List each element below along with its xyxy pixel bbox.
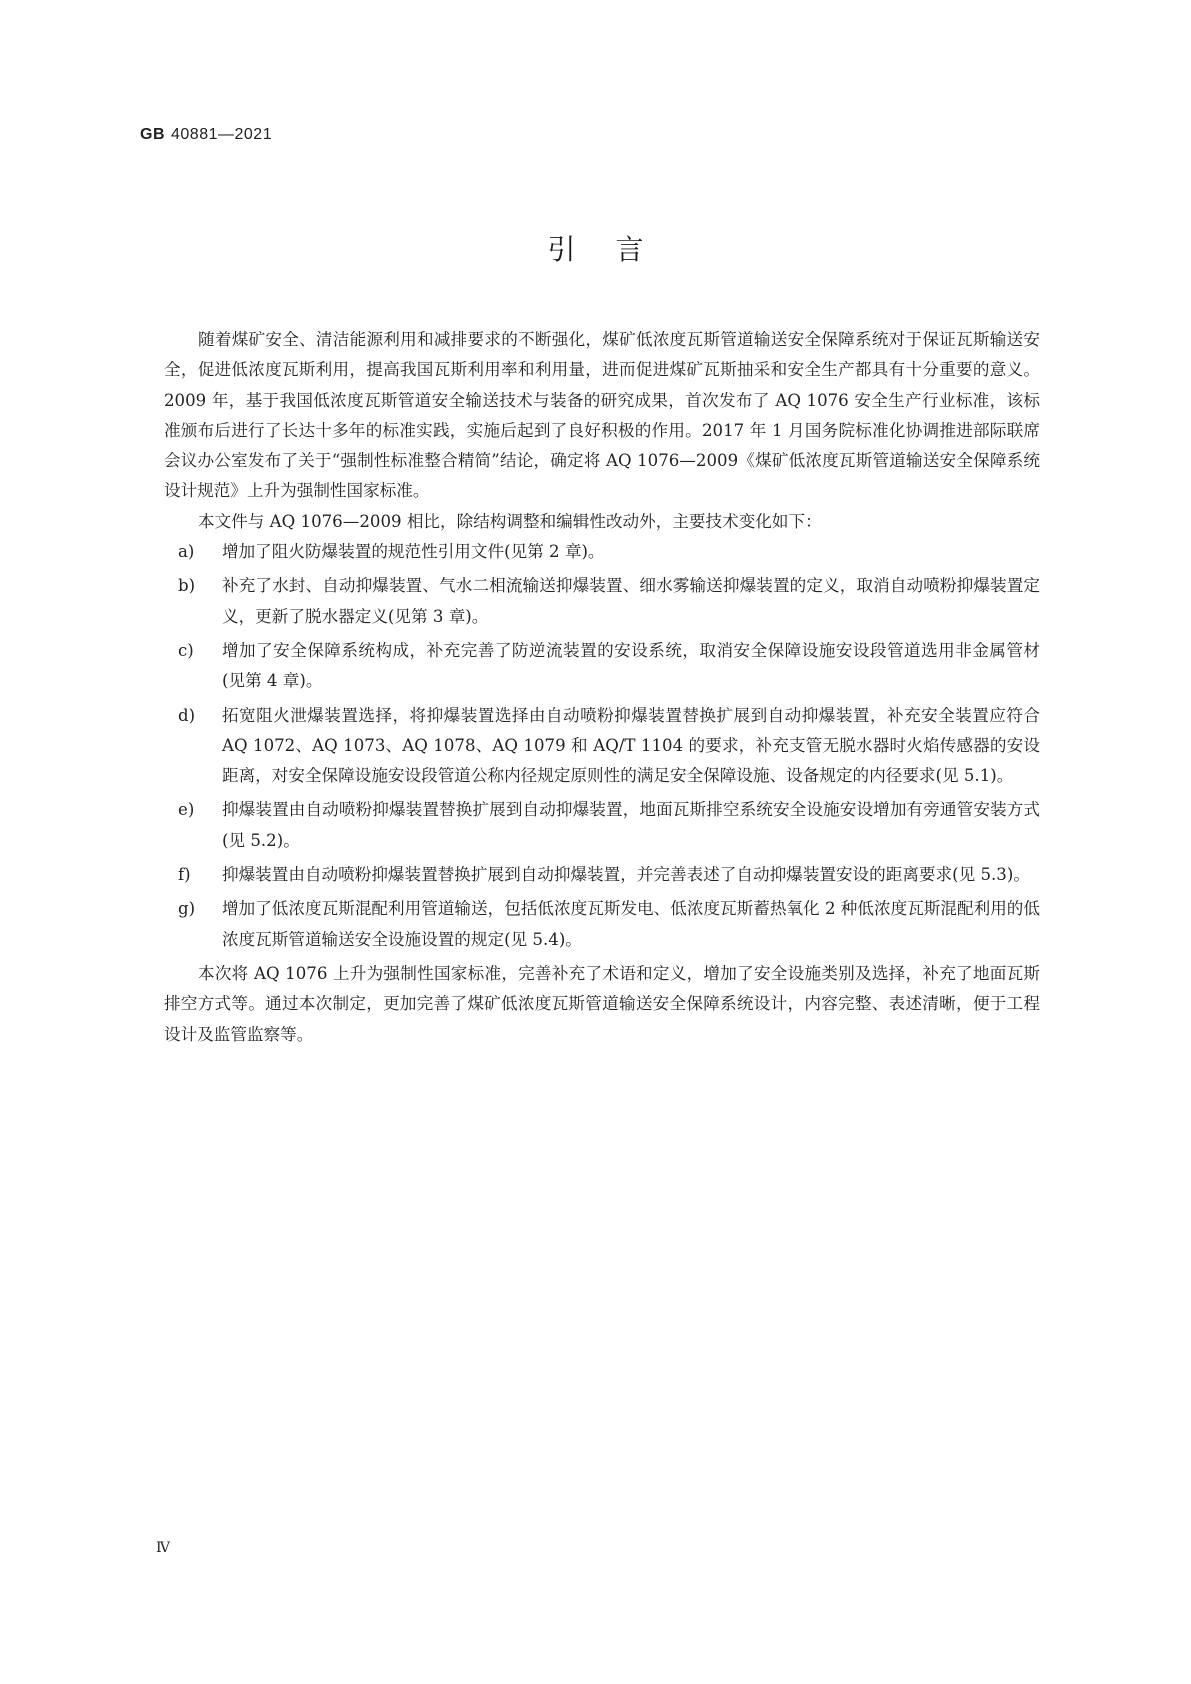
section-title: 引言 [547, 233, 684, 266]
list-item [164, 701, 1040, 792]
intro-paragraph: 随着煤矿安全、清洁能源利用和减排要求的不断强化，煤矿低浓度瓦斯管道输送安全保障系统对于保证瓦斯输送安全，促进低浓度瓦斯利用，提高我国瓦斯利用率和利用量，进而促进煤矿瓦斯抽采和安全生产都具有十分重要的意义。2009 年，基于我国低浓度瓦斯管道安全输送技术与装备的研究成果，首次发布了 AQ 1076 安全生产行业标准，该标准颁布后进行了长达十多年的标准实践，实施后起到了良好积极的作用。2017 年 1 月国务院标准化协调推进部际联席会议办公室发布了关于“强制性标准整合精简”结论，确定将 AQ 1076—2009《煤矿低浓度瓦斯管道输送安全保障系统设计规范》上升为强制性国家标准。 [164, 330, 1040, 501]
list-item [164, 894, 1040, 955]
list-marker: f) [178, 865, 191, 885]
changes-list [164, 537, 1040, 955]
list-item [164, 795, 1040, 856]
changes-intro: 本文件与 AQ 1076—2009 相比，除结构调整和编辑性改动外，主要技术变化如下： [198, 511, 822, 531]
list-item [164, 537, 1040, 567]
list-item-text: 抑爆装置由自动喷粉抑爆装置替换扩展到自动抑爆装置，并完善表述了自动抑爆装置安设的距离要求(见 5.3)。 [222, 865, 1030, 885]
document-header [140, 126, 272, 144]
list-item-text: 增加了低浓度瓦斯混配利用管道输送，包括低浓度瓦斯发电、低浓度瓦斯蓄热氧化 2 种低浓度瓦斯混配利用的低浓度瓦斯管道输送安全设施设置的规定(见 5.4)。 [222, 899, 1040, 949]
list-marker: c) [178, 640, 194, 660]
list-marker: e) [178, 800, 195, 820]
list-marker: g) [178, 899, 196, 919]
standard-number: 40881—2021 [171, 126, 273, 143]
closing-paragraph: 本次将 AQ 1076 上升为强制性国家标准，完善补充了术语和定义，增加了安全设施类别及选择，补充了地面瓦斯排空方式等。通过本次制定，更加完善了煤矿低浓度瓦斯管道输送安全保障系统设计，内容完整、表述清晰，便于工程设计及监管监察等。 [164, 963, 1040, 1044]
list-item-text: 增加了安全保障系统构成，补充完善了防逆流装置的安设系统，取消安全保障设施安设段管道选用非金属管材(见第 4 章)。 [222, 640, 1040, 691]
page-number: Ⅳ [156, 1540, 170, 1556]
list-marker: a) [178, 542, 195, 562]
list-item-text: 增加了阻火防爆装置的规范性引用文件(见第 2 章)。 [222, 542, 605, 562]
document-body [164, 325, 1040, 1050]
list-marker: b) [178, 576, 196, 596]
list-item [164, 571, 1040, 632]
list-marker: d) [178, 705, 196, 725]
standard-code: GB [140, 126, 165, 143]
list-item [164, 860, 1040, 890]
list-item-text: 抑爆装置由自动喷粉抑爆装置替换扩展到自动抑爆装置，地面瓦斯排空系统安全设施安设增加有旁通管安装方式(见 5.2)。 [222, 800, 1040, 850]
list-item-text: 补充了水封、自动抑爆装置、气水二相流输送抑爆装置、细水雾输送抑爆装置的定义，取消自动喷粉抑爆装置定义，更新了脱水器定义(见第 3 章)。 [222, 576, 1040, 626]
list-item-text: 拓宽阻火泄爆装置选择，将抑爆装置选择由自动喷粉抑爆装置替换扩展到自动抑爆装置，补充安全装置应符合 AQ 1072、AQ 1073、AQ 1078、AQ 1079 和 AQ/T 1104 的要求，补充支管无脱水器时火焰传感器的安设距离，对安全保障设施安设段管道公称内径规定原则性的满足安全保障设施、设备规定的内径要求(见 5.1)。 [222, 705, 1040, 786]
list-item [164, 636, 1040, 697]
